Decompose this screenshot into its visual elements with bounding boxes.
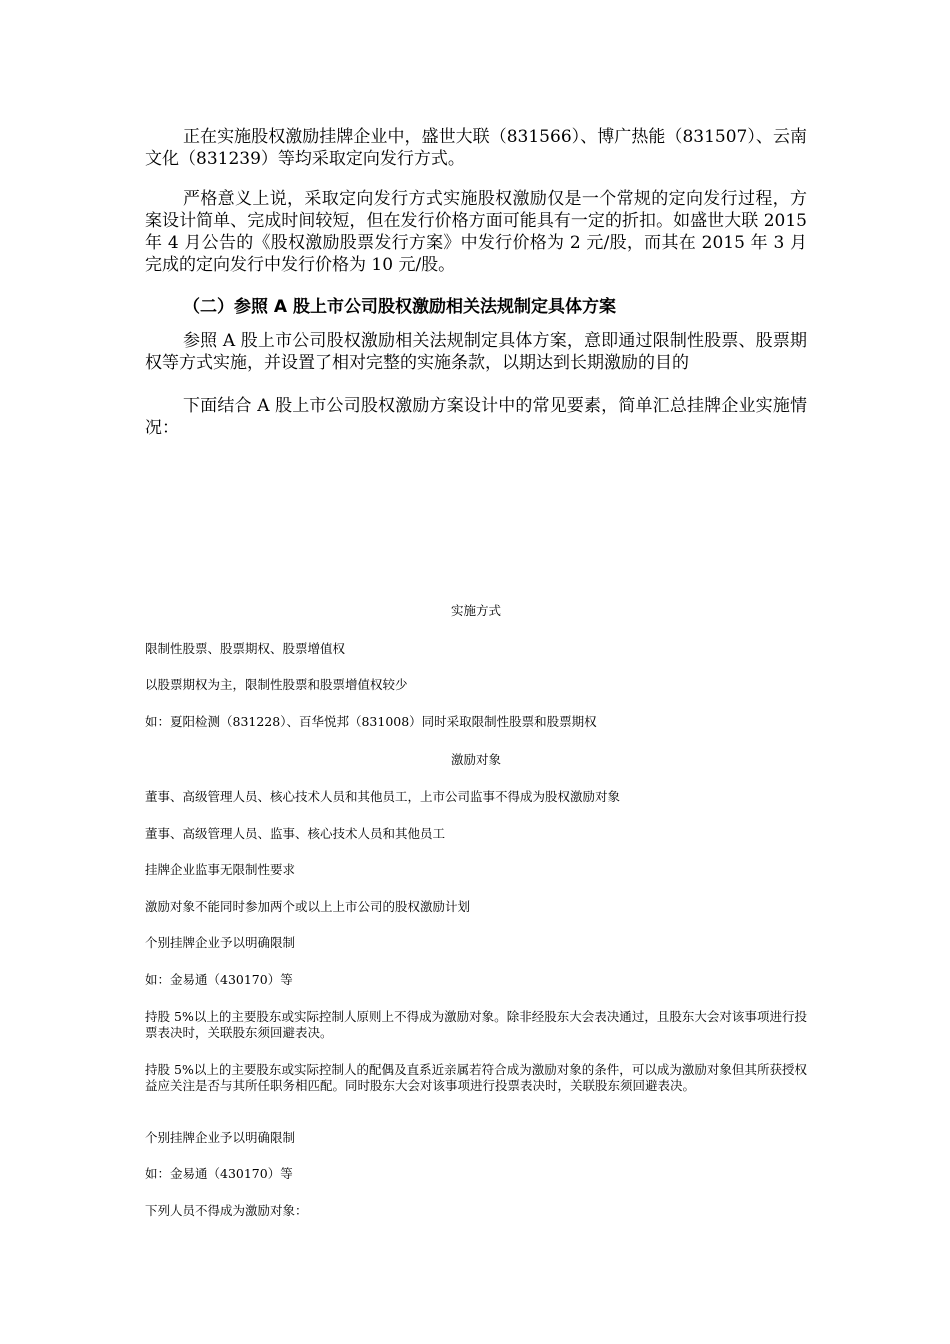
paragraph-directional-issuance-analysis: 严格意义上说，采取定向发行方式实施股权激励仅是一个常规的定向发行过程，方案设计简单、完成时间较短，但在发行价格方面可能具有一定的折扣。如盛世大联 2015 年 4 月公告的《股权激励股票发行方案》中发行价格为 2 元/股，而其在 2015 年 3 月完成的定向发行中发行价格为 10 元/股。 [145, 189, 807, 275]
table-section-title-incentive-targets: 激励对象 [450, 752, 501, 767]
table-line: 以股票期权为主，限制性股票和股票增值权较少 [145, 677, 408, 692]
table-line: 如：金易通（430170）等 [145, 972, 293, 987]
paragraph-a-share-scheme: 参照 A 股上市公司股权激励相关法规制定具体方案，意即通过限制性股票、股票期权等方式实施，并设置了相对完整的实施条款，以期达到长期激励的目的 [145, 331, 807, 373]
table-line: 挂牌企业监事无限制性要求 [145, 862, 296, 877]
table-line: 持股 5%以上的主要股东或实际控制人的配偶及直系近亲属若符合成为激励对象的条件，可以成为激励对象但其所获授权益应关注是否与其所任职务相匹配。同时股东大会对该事项进行投票表决时，关联股东须回避表决。 [145, 1062, 807, 1093]
table-line: 个别挂牌企业予以明确限制 [145, 935, 296, 950]
table-line: 如：金易通（430170）等 [145, 1166, 293, 1181]
table-line: 个别挂牌企业予以明确限制 [145, 1130, 296, 1145]
section-heading-a-share-regulations: （二）参照 A 股上市公司股权激励相关法规制定具体方案 [183, 297, 616, 317]
table-line: 限制性股票、股票期权、股票增值权 [145, 641, 346, 656]
paragraph-summary-intro: 下面结合 A 股上市公司股权激励方案设计中的常见要素，简单汇总挂牌企业实施情况： [145, 396, 807, 438]
table-line: 激励对象不能同时参加两个或以上上市公司的股权激励计划 [145, 899, 471, 914]
table-line: 如：夏阳检测（831228）、百华悦邦（831008）同时采取限制性股票和股票期权 [145, 714, 597, 729]
table-line: 董事、高级管理人员、监事、核心技术人员和其他员工 [145, 826, 446, 841]
table-line: 董事、高级管理人员、核心技术人员和其他员工，上市公司监事不得成为股权激励对象 [145, 789, 621, 804]
paragraph-directional-issuance-examples: 正在实施股权激励挂牌企业中，盛世大联（831566）、博广热能（831507）、云南文化（831239）等均采取定向发行方式。 [145, 127, 807, 169]
table-line: 持股 5%以上的主要股东或实际控制人原则上不得成为激励对象。除非经股东大会表决通过，且股东大会对该事项进行投票表决时，关联股东须回避表决。 [145, 1009, 807, 1040]
table-section-title-implementation: 实施方式 [450, 603, 501, 618]
table-line: 下列人员不得成为激励对象： [145, 1203, 308, 1218]
